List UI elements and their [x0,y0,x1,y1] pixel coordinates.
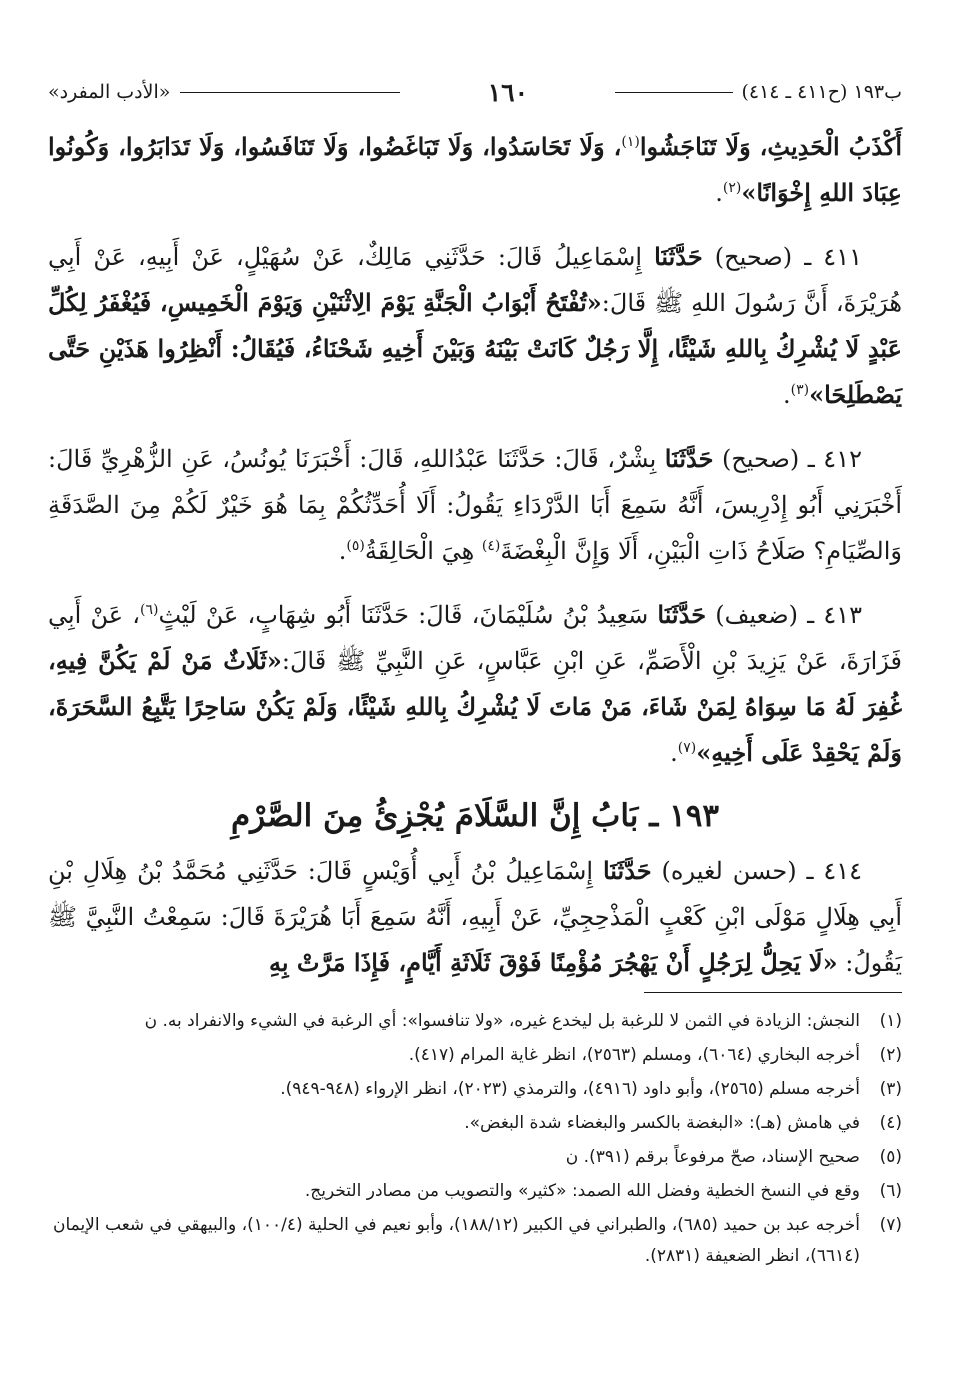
footnote-number: (٣) [879,1079,902,1099]
footnote-marker: (٣) [790,382,810,398]
footnote-text: في هامش (هـ): «البغضة بالكسر والبغضاء شدة البغض». [464,1113,860,1133]
opening-text-continued: ، وَلَا تَحَاسَدُوا، وَلَا تَبَاغَضُوا، وَلَا تَنَافَسُوا، وَلَا تَدَابَرُوا، وَكُونُوا عِبَادَ اللهِ إِخْوَانًا» [48,132,902,207]
main-text-top [48,124,902,794]
sentence-end: . [715,179,723,207]
hadith-isnad: إِسْمَاعِيلُ قَالَ: حَدَّثَنِي مَالِكٌ، عَنْ سُهَيْلٍ، عَنْ أَبِيهِ، عَنْ أَبِي هُرَيْرَةَ، أَنَّ رَسُولَ اللهِ ﷺ قَالَ: [48,243,902,317]
opening-text: أَكْذَبُ الْحَدِيثِ، وَلَا تَنَاجَشُوا [639,132,902,161]
header-page-group [472,78,544,107]
main-text-bottom [48,848,902,986]
footnote-separator [644,992,902,993]
header-reference-group [615,81,902,103]
header-reference: ب١٩٣ (ح٤١١ ـ ٤١٤) [741,81,902,103]
footnotes [48,1006,902,1275]
footnote-marker: (٥) [346,538,365,554]
haddathana: حَدَّثَنَا [664,444,714,473]
footnote-marker: (١) [621,134,640,150]
hadith-text: هِيَ الْحَالِقَةُ [364,537,482,565]
hadith-grade: (ضعيف) [715,601,798,629]
haddathana: حَدَّثَنَا [602,856,652,885]
hadith-matn: «لَا يَحِلُّ لِرَجُلٍ أَنْ يَهْجُرَ مُؤْمِنًا فَوْقَ ثَلَاثَةِ أَيَّامٍ، فَإِذَا مَرَّتْ بِهِ [268,948,838,977]
hadith-isnad: إِسْمَاعِيلُ بْنُ أَبِي أُوَيْسٍ قَالَ: حَدَّثَنِي مُحَمَّدُ بْنُ هِلَالِ بْنِ أَبِي هِلَالٍ مَوْلَى ابْنِ كَعْبٍ الْمَذْحِجِيِّ، عَنْ أَبِيهِ، أَنَّهُ سَمِعَ أَبَا هُرَيْرَةَ قَالَ: سَمِعْتُ النَّبِيَّ ﷺ يَقُولُ: [48,857,902,977]
footnote-marker: (٢) [722,180,742,196]
hadith-isnad: بِشْرٌ، قَالَ: حَدَّثَنَا عَبْدُاللهِ، قَالَ: أَخْبَرَنَا يُونُسُ، عَنِ الزُّهْرِيِّ قَالَ: أَخْبَرَنِي أَبُو إِدْرِيسَ، أَنَّهُ سَمِعَ أَبَا الدَّرْدَاءِ يَقُولُ: أَلَا أُحَدِّثُكُمْ بِمَا هُوَ خَيْرٌ لَكُمْ مِنَ الصَّدَقَةِ وَالصِّيَامِ؟ صَلَاحُ ذَاتِ الْبَيْنِ، أَلَا وَإِنَّ الْبِغْضَةَ [48,445,902,565]
footnote-marker: (٧) [677,740,697,756]
chapter-heading: ١٩٣ ـ بَابُ إِنَّ السَّلَامَ يُجْزِئُ مِنَ الصَّرْمِ [230,798,720,834]
hadith-grade: (صحيح) [721,445,800,473]
hadith-number: ٤١٤ ـ [806,857,863,885]
hadith-grade: (حسن لغيره) [661,857,797,885]
footnote-marker: (٤) [481,538,501,554]
hadith-isnad-continued: ، عَنْ أَبِي فَزَارَةَ، عَنْ يَزِيدَ بْنِ الْأَصَمِّ، عَنِ ابْنِ عَبَّاسٍ، عَنِ النَّبِيِّ ﷺ قَالَ: [48,601,902,675]
footnote-item [48,1142,902,1173]
haddathana: حَدَّثَنَا [654,242,703,271]
hadith-411 [48,234,902,418]
running-header [48,72,902,112]
hadith-isnad: سَعِيدُ بْنُ سُلَيْمَانَ، قَالَ: حَدَّثَنَا أَبُو شِهَابٍ، عَنْ لَيْثٍ [158,601,649,629]
footnote-number: (٤) [879,1113,902,1133]
footnote-text: أخرجه مسلم (٢٥٦٥)، وأبو داود (٤٩١٦)، والترمذي (٢٠٢٣)، انظر الإرواء (٩٤٨-٩٤٩). [280,1079,860,1099]
header-rule [180,92,400,93]
footnote-number: (٧) [879,1215,902,1235]
footnote-item [48,1108,902,1139]
footnote-item [48,1006,902,1037]
footnote-item [48,1040,902,1071]
footnote-item [48,1074,902,1105]
hadith-412 [48,436,902,574]
haddathana: حَدَّثَنَا [657,600,707,629]
hadith-414 [48,848,902,986]
sentence-end: . [782,381,791,409]
hadith-grade: (صحيح) [714,243,793,271]
footnote-text: النجش: الزيادة في الثمن لا للرغبة بل ليخدع غيره، «ولا تنافسوا»: أي الرغبة في الشيء والانفراد به. ن [144,1011,860,1031]
sentence-end: . [670,739,678,767]
hadith-413 [48,592,902,776]
hadith-number: ٤١٣ ـ [807,601,862,629]
hadith-number: ٤١١ ـ [804,243,862,271]
book-title: «الأدب المفرد» [48,81,171,103]
footnote-number: (٥) [879,1147,902,1167]
footnote-marker: (٦) [139,602,159,618]
footnote-text: وقع في النسخ الخطية وفضل الله الصمد: «كثير» والتصويب من مصادر التخريج. [304,1181,860,1201]
footnote-text: أخرجه البخاري (٦٠٦٤)، ومسلم (٢٥٦٣)، انظر غاية المرام (٤١٧). [408,1045,860,1065]
hadith-number: ٤١٢ ـ [807,445,862,473]
opening-paragraph [48,124,902,216]
header-title-group [48,81,400,103]
hadith-matn: «تُفْتَحُ أَبْوَابُ الْجَنَّةِ يَوْمَ الِاثْنَيْنِ وَيَوْمَ الْخَمِيسِ، فَيُغْفَرُ لِكُلِّ عَبْدٍ لَا يُشْرِكُ بِاللهِ شَيْئًا، إِلَّا رَجُلٌ كَانَتْ بَيْنَهُ وَبَيْنَ أَخِيهِ شَحْنَاءُ، فَيُقَالُ: أَنْظِرُوا هَذَيْنِ حَتَّى يَصْطَلِحَا» [48,288,902,409]
footnote-number: (٦) [879,1181,902,1201]
header-rule [615,92,733,93]
footnote-number: (٢) [879,1045,902,1065]
footnote-item [48,1210,902,1272]
page-number: ١٦٠ [487,77,529,107]
footnote-text: صحيح الإسناد، صحّ مرفوعاً برقم (٣٩١). ن [565,1147,860,1167]
footnote-number: (١) [879,1011,902,1031]
footnote-text: أخرجه عبد بن حميد (٦٨٥)، والطبراني في الكبير (١٨٨/١٢)، وأبو نعيم في الحلية (١٠٠/٤)، والبيهقي في شعب الإيمان (٦٦١٤)، انظر الضعيفة (٢٨٣١). [52,1215,860,1266]
footnote-item [48,1176,902,1207]
sentence-end: . [338,537,347,565]
hadith-matn: «ثَلَاثٌ مَنْ لَمْ يَكُنَّ فِيهِ، غُفِرَ لَهُ مَا سِوَاهُ لِمَنْ شَاءَ، مَنْ مَاتَ لَا يُشْرِكُ بِاللهِ شَيْئًا، وَلَمْ يَكُنْ سَاحِرًا يَتَّبِعُ السَّحَرَةَ، وَلَمْ يَحْقِدْ عَلَى أَخِيهِ» [48,646,902,767]
